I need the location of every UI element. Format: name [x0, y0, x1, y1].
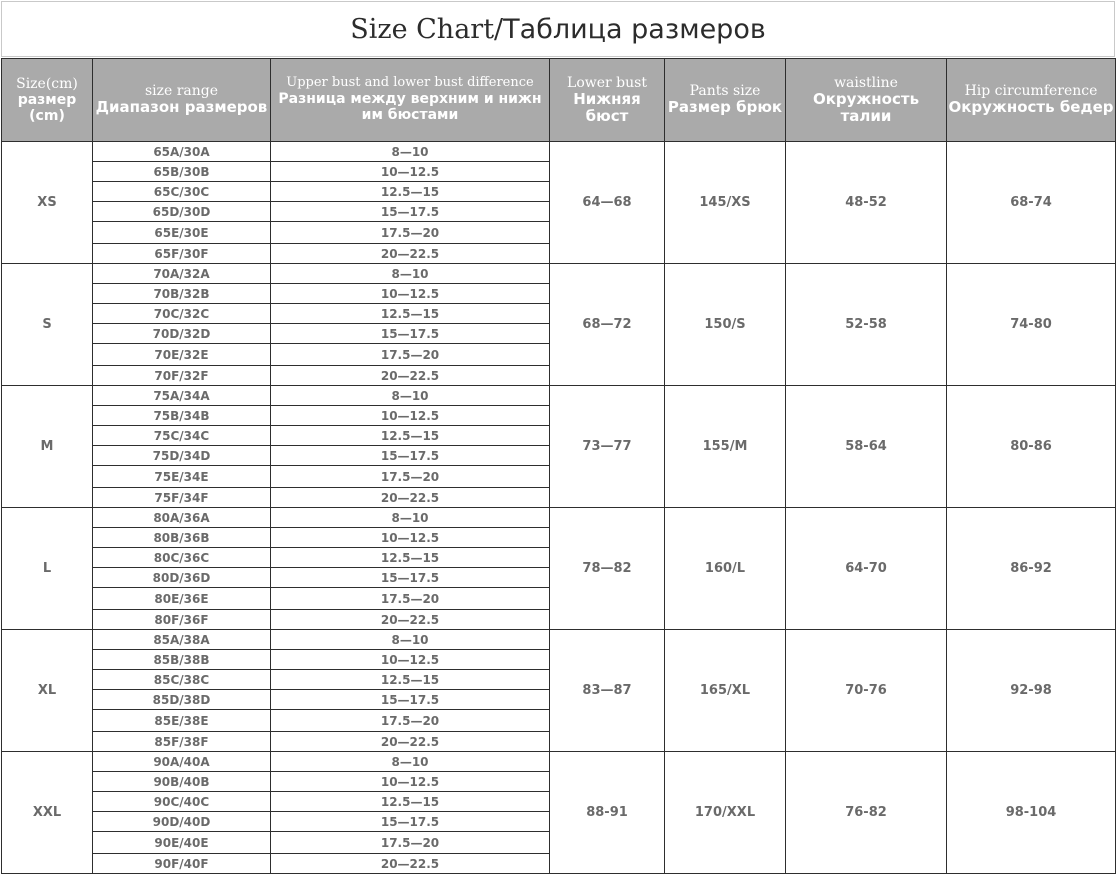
- bust-difference-cell: 10—12.5: [271, 162, 550, 182]
- header-size-ru: размер (cm): [17, 91, 77, 125]
- table-row: [2, 142, 1116, 162]
- size-label: XL: [2, 630, 93, 752]
- bust-difference-cell: 15—17.5: [271, 324, 550, 344]
- bust-difference-cell: 20—22.5: [271, 610, 550, 630]
- bust-difference-cell: 20—22.5: [271, 488, 550, 508]
- waistline-cell: 52-58: [786, 264, 947, 386]
- table-row: [2, 508, 1116, 528]
- size-range-cell: 85F/38F: [93, 732, 271, 752]
- lower-bust-cell: 68—72: [550, 264, 665, 386]
- bust-difference-cell: 12.5—15: [271, 304, 550, 324]
- size-range-cell: 85A/38A: [93, 630, 271, 650]
- header-hip-en: Hip circumference: [964, 83, 1098, 100]
- hip-circumference-cell: 80-86: [947, 386, 1116, 508]
- pants-size-cell: 145/XS: [665, 142, 786, 264]
- table-row: [2, 630, 1116, 650]
- size-range-cell: 80E/36E: [93, 588, 271, 610]
- size-range-cell: 90D/40D: [93, 812, 271, 832]
- size-range-cell: 70C/32C: [93, 304, 271, 324]
- lower-bust-cell: 78—82: [550, 508, 665, 630]
- size-chart-body: [2, 142, 1116, 874]
- size-range-cell: 70D/32D: [93, 324, 271, 344]
- size-range-cell: 90F/40F: [93, 854, 271, 874]
- bust-difference-cell: 20—22.5: [271, 366, 550, 386]
- bust-difference-cell: 8—10: [271, 264, 550, 284]
- lower-bust-cell: 73—77: [550, 386, 665, 508]
- size-range-cell: 75B/34B: [93, 406, 271, 426]
- header-size-en: Size(cm): [16, 75, 78, 92]
- pants-size-cell: 160/L: [665, 508, 786, 630]
- bust-difference-cell: 15—17.5: [271, 446, 550, 466]
- hip-circumference-cell: 98-104: [947, 752, 1116, 874]
- table-row: [2, 386, 1116, 406]
- size-range-cell: 90C/40C: [93, 792, 271, 812]
- size-range-cell: 75A/34A: [93, 386, 271, 406]
- bust-difference-cell: 8—10: [271, 386, 550, 406]
- size-range-cell: 75C/34C: [93, 426, 271, 446]
- bust-difference-cell: 17.5—20: [271, 222, 550, 244]
- header-bust-difference-ru: Разница между верхним и нижн им бюстами: [278, 91, 542, 124]
- hip-circumference-cell: 68-74: [947, 142, 1116, 264]
- pants-size-cell: 150/S: [665, 264, 786, 386]
- size-chart-table: [1, 58, 1116, 874]
- size-label: S: [2, 264, 93, 386]
- size-range-cell: 65A/30A: [93, 142, 271, 162]
- bust-difference-cell: 8—10: [271, 752, 550, 772]
- size-range-cell: 90B/40B: [93, 772, 271, 792]
- size-range-cell: 85E/38E: [93, 710, 271, 732]
- bust-difference-cell: 12.5—15: [271, 670, 550, 690]
- header-bust-difference-en: Upper bust and lower bust difference: [286, 75, 534, 91]
- header-hip: [947, 59, 1116, 142]
- bust-difference-cell: 15—17.5: [271, 812, 550, 832]
- size-range-cell: 80A/36A: [93, 508, 271, 528]
- bust-difference-cell: 10—12.5: [271, 284, 550, 304]
- size-label: M: [2, 386, 93, 508]
- bust-difference-cell: 10—12.5: [271, 772, 550, 792]
- header-bust-difference: [271, 59, 550, 142]
- size-range-cell: 85C/38C: [93, 670, 271, 690]
- bust-difference-cell: 8—10: [271, 508, 550, 528]
- size-range-cell: 90E/40E: [93, 832, 271, 854]
- header-lower-bust-ru: Нижняя бюст: [573, 89, 641, 126]
- title-russian: Таблица размеров: [503, 13, 766, 45]
- bust-difference-cell: 20—22.5: [271, 732, 550, 752]
- size-range-cell: 65D/30D: [93, 202, 271, 222]
- header-pants-size: [665, 59, 786, 142]
- size-range-cell: 70B/32B: [93, 284, 271, 304]
- size-range-cell: 80C/36C: [93, 548, 271, 568]
- size-range-cell: 70F/32F: [93, 366, 271, 386]
- size-range-cell: 65E/30E: [93, 222, 271, 244]
- size-range-cell: 70E/32E: [93, 344, 271, 366]
- pants-size-cell: 155/M: [665, 386, 786, 508]
- size-range-cell: 65F/30F: [93, 244, 271, 264]
- size-range-cell: 65B/30B: [93, 162, 271, 182]
- header-pants-size-ru: Размер брюк: [667, 98, 783, 117]
- bust-difference-cell: 12.5—15: [271, 792, 550, 812]
- bust-difference-cell: 15—17.5: [271, 690, 550, 710]
- table-row: [2, 752, 1116, 772]
- size-range-cell: 75E/34E: [93, 466, 271, 488]
- size-range-cell: 65C/30C: [93, 182, 271, 202]
- bust-difference-cell: 10—12.5: [271, 406, 550, 426]
- size-range-cell: 85B/38B: [93, 650, 271, 670]
- bust-difference-cell: 15—17.5: [271, 202, 550, 222]
- bust-difference-cell: 10—12.5: [271, 650, 550, 670]
- waistline-cell: 58-64: [786, 386, 947, 508]
- hip-circumference-cell: 86-92: [947, 508, 1116, 630]
- waistline-cell: 70-76: [786, 630, 947, 752]
- size-range-cell: 80D/36D: [93, 568, 271, 588]
- bust-difference-cell: 8—10: [271, 142, 550, 162]
- header-waistline: [786, 59, 947, 142]
- lower-bust-cell: 83—87: [550, 630, 665, 752]
- size-label: L: [2, 508, 93, 630]
- pants-size-cell: 170/XXL: [665, 752, 786, 874]
- hip-circumference-cell: 74-80: [947, 264, 1116, 386]
- size-range-cell: 90A/40A: [93, 752, 271, 772]
- header-size-range: [93, 59, 271, 142]
- header-waistline-ru: Окружность талии: [812, 89, 920, 126]
- size-range-cell: 80F/36F: [93, 610, 271, 630]
- bust-difference-cell: 8—10: [271, 630, 550, 650]
- header-row: [2, 59, 1116, 142]
- header-pants-size-en: Pants size: [689, 83, 761, 100]
- size-range-cell: 75F/34F: [93, 488, 271, 508]
- header-lower-bust: [550, 59, 665, 142]
- header-size-range-en: size range: [144, 83, 219, 100]
- size-label: XS: [2, 142, 93, 264]
- page-title: [1, 1, 1115, 57]
- size-range-cell: 70A/32A: [93, 264, 271, 284]
- bust-difference-cell: 17.5—20: [271, 344, 550, 366]
- bust-difference-cell: 20—22.5: [271, 854, 550, 874]
- header-waistline-en: waistline: [834, 74, 898, 91]
- size-range-cell: 85D/38D: [93, 690, 271, 710]
- lower-bust-cell: 88-91: [550, 752, 665, 874]
- bust-difference-cell: 20—22.5: [271, 244, 550, 264]
- hip-circumference-cell: 92-98: [947, 630, 1116, 752]
- header-hip-ru: Окружность бедер: [948, 98, 1114, 117]
- header-size-range-ru: Диапазон размеров: [95, 98, 268, 117]
- header-size: [2, 59, 93, 142]
- bust-difference-cell: 17.5—20: [271, 466, 550, 488]
- waistline-cell: 48-52: [786, 142, 947, 264]
- bust-difference-cell: 17.5—20: [271, 588, 550, 610]
- bust-difference-cell: 15—17.5: [271, 568, 550, 588]
- bust-difference-cell: 12.5—15: [271, 426, 550, 446]
- size-range-cell: 80B/36B: [93, 528, 271, 548]
- size-range-cell: 75D/34D: [93, 446, 271, 466]
- header-lower-bust-en: Lower bust: [567, 74, 647, 91]
- bust-difference-cell: 12.5—15: [271, 182, 550, 202]
- waistline-cell: 64-70: [786, 508, 947, 630]
- bust-difference-cell: 17.5—20: [271, 832, 550, 854]
- table-row: [2, 264, 1116, 284]
- title-english: Size Chart/: [350, 13, 504, 45]
- bust-difference-cell: 10—12.5: [271, 528, 550, 548]
- waistline-cell: 76-82: [786, 752, 947, 874]
- bust-difference-cell: 12.5—15: [271, 548, 550, 568]
- lower-bust-cell: 64—68: [550, 142, 665, 264]
- size-label: XXL: [2, 752, 93, 874]
- pants-size-cell: 165/XL: [665, 630, 786, 752]
- bust-difference-cell: 17.5—20: [271, 710, 550, 732]
